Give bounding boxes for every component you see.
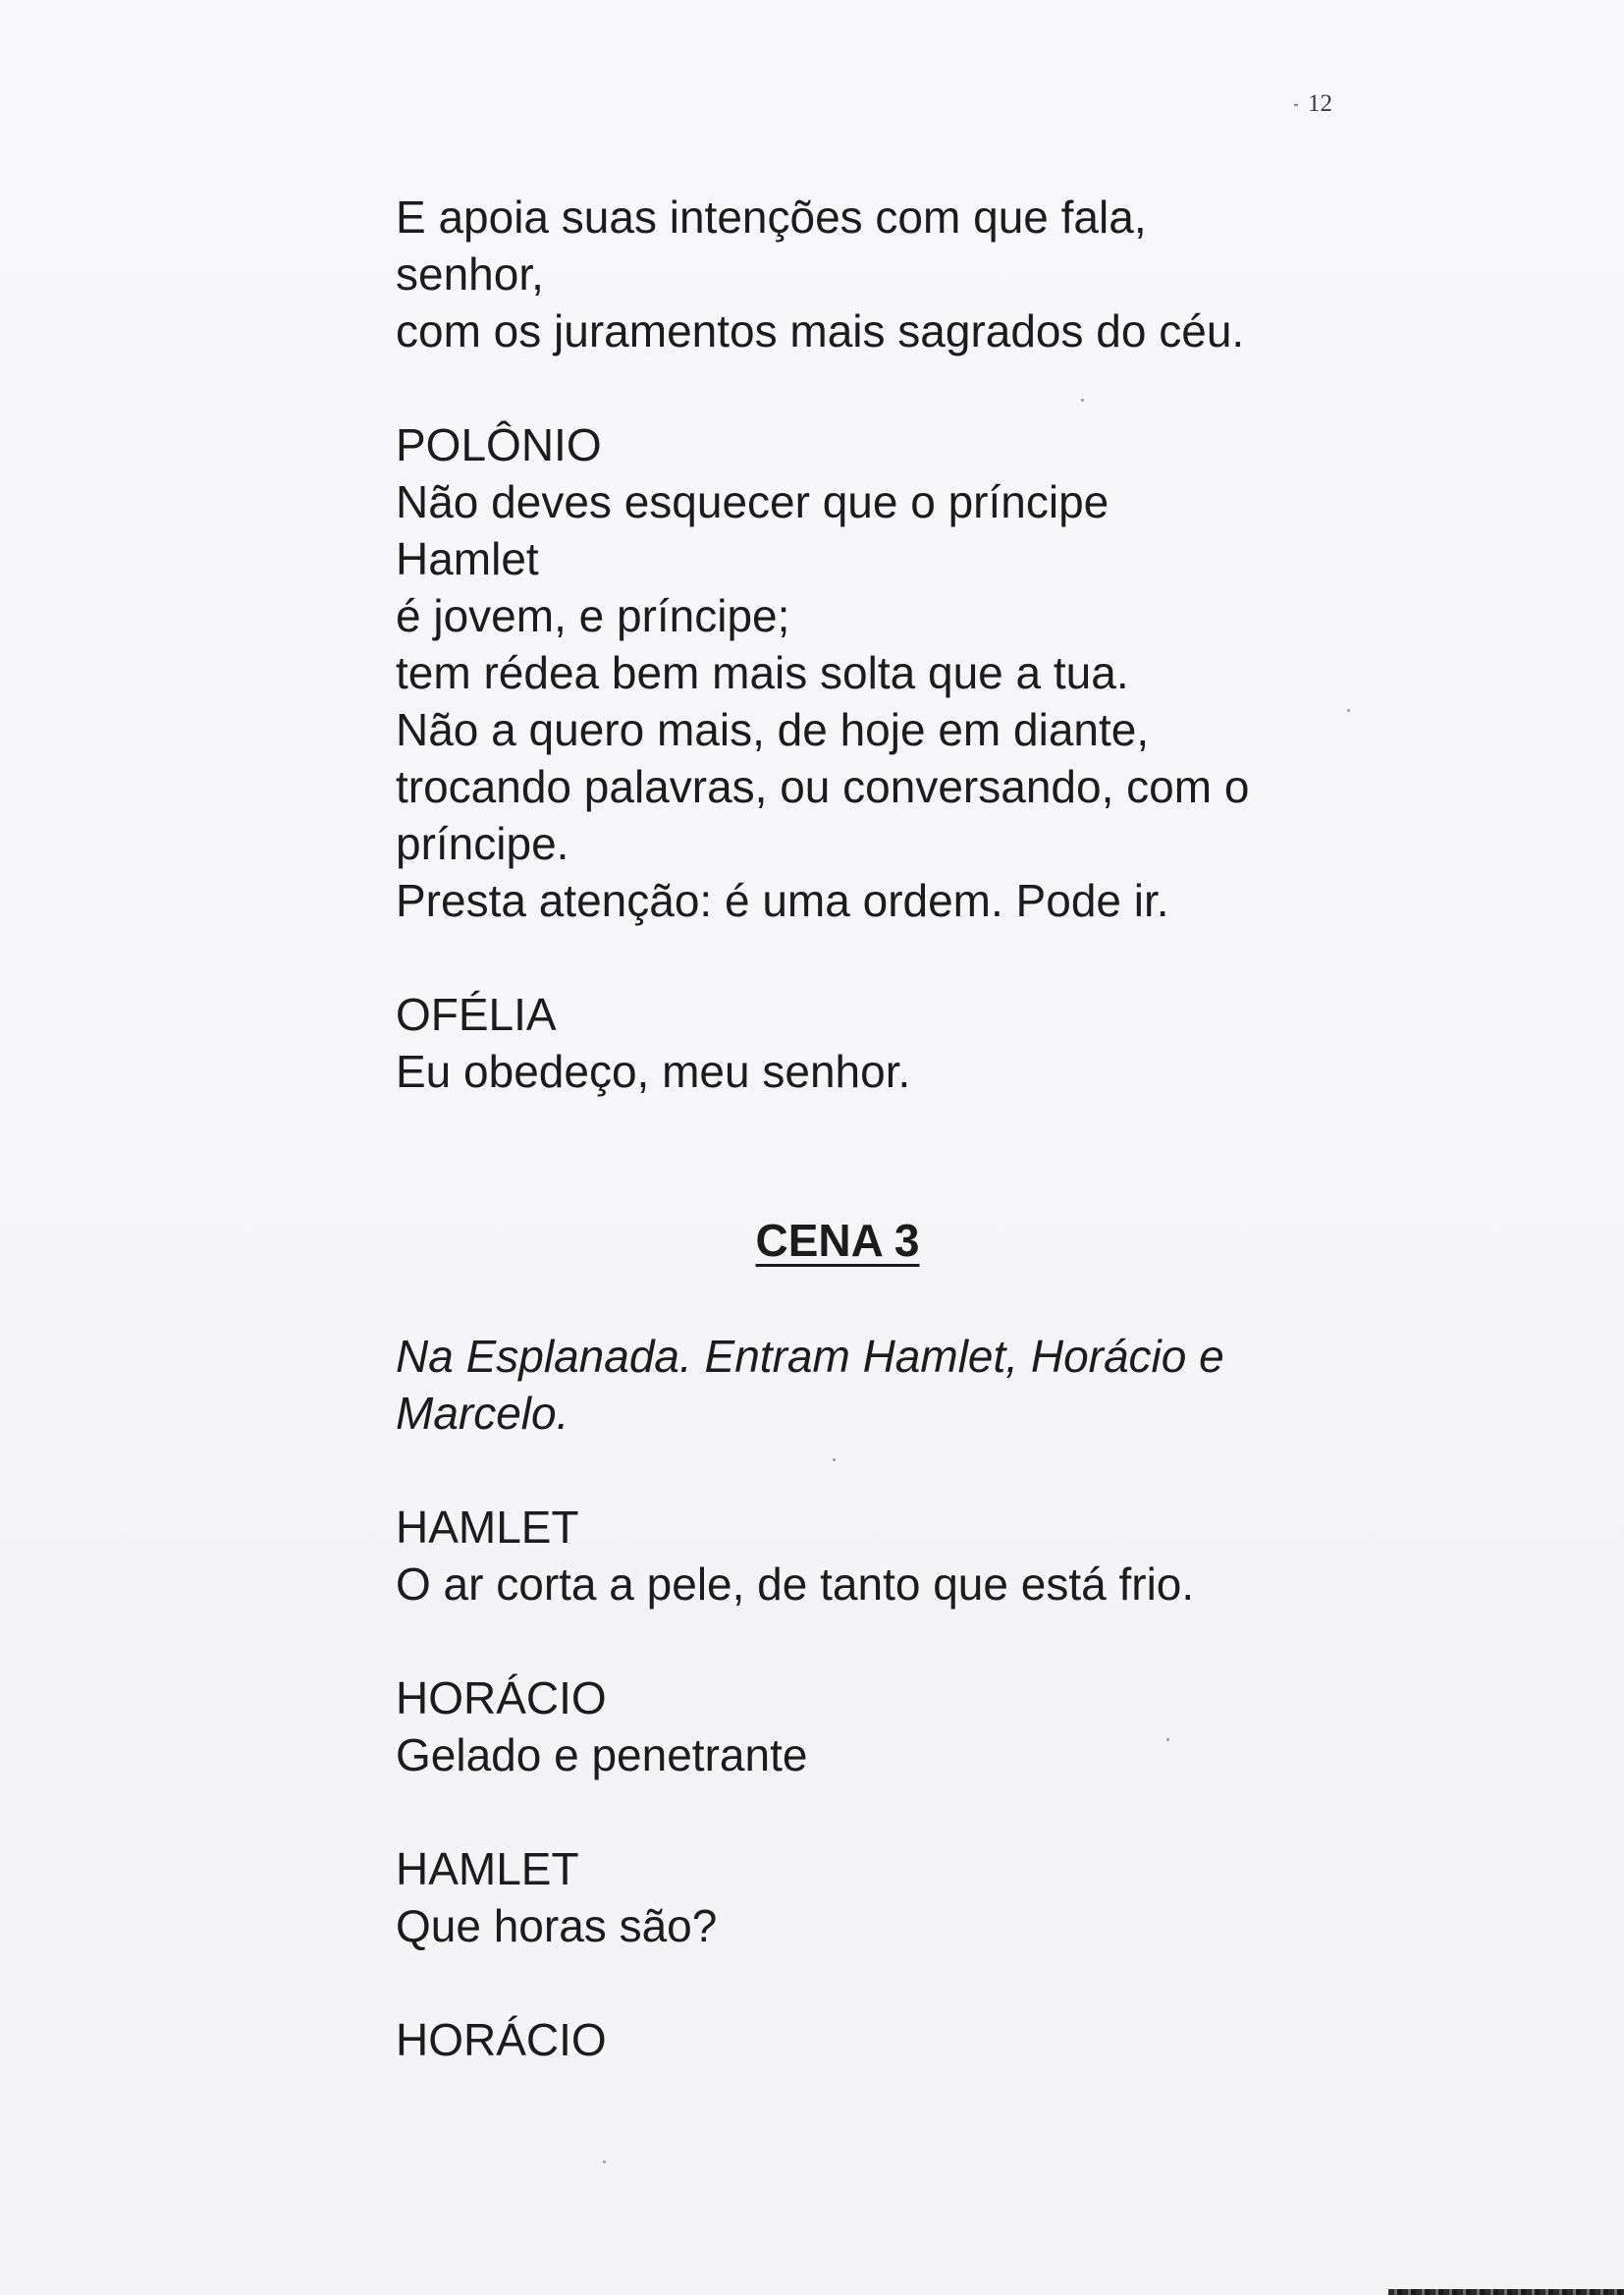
dialogue-line: tem rédea bem mais solta que a tua. bbox=[396, 647, 1129, 698]
dialogue-line: E apoia suas intenções com que fala, bbox=[396, 191, 1147, 243]
dialogue-line: com os juramentos mais sagrados do céu. bbox=[396, 305, 1245, 356]
dialogue-block-hamlet bbox=[396, 1499, 1358, 1612]
dialogue-line: O ar corta a pele, de tanto que está frio. bbox=[396, 1558, 1195, 1610]
dialogue-line: trocando palavras, ou conversando, com o bbox=[396, 761, 1250, 812]
speaker-name: HAMLET bbox=[396, 1843, 579, 1894]
dialogue-block-hamlet bbox=[396, 1840, 1358, 1954]
dialogue-line: Não a quero mais, de hoje em diante, bbox=[396, 704, 1150, 755]
dialogue-line: Gelado e penetrante bbox=[396, 1729, 808, 1780]
dialogue-line: Não deves esquecer que o príncipe bbox=[396, 476, 1110, 527]
scene-heading-text: CENA 3 bbox=[755, 1215, 920, 1266]
dialogue-line: Hamlet bbox=[396, 533, 539, 584]
dialogue-line: Eu obedeço, meu senhor. bbox=[396, 1046, 911, 1097]
page-number bbox=[1294, 90, 1332, 118]
speaker-name: HORÁCIO bbox=[396, 2014, 607, 2065]
dialogue-block-polonio bbox=[396, 416, 1358, 929]
dialogue-block-horacio bbox=[396, 1669, 1358, 1783]
scan-speck bbox=[603, 2160, 606, 2163]
scan-speck bbox=[1347, 709, 1350, 712]
speaker-name: HORÁCIO bbox=[396, 1672, 607, 1723]
page-number-text: 12 bbox=[1308, 90, 1332, 117]
scan-speck bbox=[1166, 1738, 1169, 1741]
stage-direction-line: Na Esplanada. Entram Hamlet, Horácio e bbox=[396, 1331, 1224, 1382]
dialogue-line: Presta atenção: é uma ordem. Pode ir. bbox=[396, 875, 1169, 926]
speaker-name: POLÔNIO bbox=[396, 419, 602, 470]
dialogue-continuation bbox=[396, 189, 1358, 359]
speaker-name: OFÉLIA bbox=[396, 989, 557, 1040]
scan-edge-artifact bbox=[1388, 2289, 1624, 2295]
dialogue-line: príncipe. bbox=[396, 818, 569, 869]
scan-speck bbox=[1081, 399, 1084, 402]
scan-speck bbox=[833, 1458, 836, 1461]
dialogue-block-horacio bbox=[396, 2011, 1358, 2068]
dialogue-line: senhor, bbox=[396, 248, 544, 300]
script-body bbox=[396, 189, 1358, 2068]
dialogue-line: Que horas são? bbox=[396, 1900, 718, 1951]
stage-direction bbox=[396, 1328, 1358, 1442]
speaker-name: HAMLET bbox=[396, 1502, 579, 1553]
stage-direction-line: Marcelo. bbox=[396, 1388, 569, 1439]
scene-heading bbox=[396, 1212, 1201, 1269]
dialogue-block-ofelia bbox=[396, 986, 1358, 1100]
dialogue-line: é jovem, e príncipe; bbox=[396, 590, 790, 641]
scan-mark bbox=[1294, 104, 1298, 106]
